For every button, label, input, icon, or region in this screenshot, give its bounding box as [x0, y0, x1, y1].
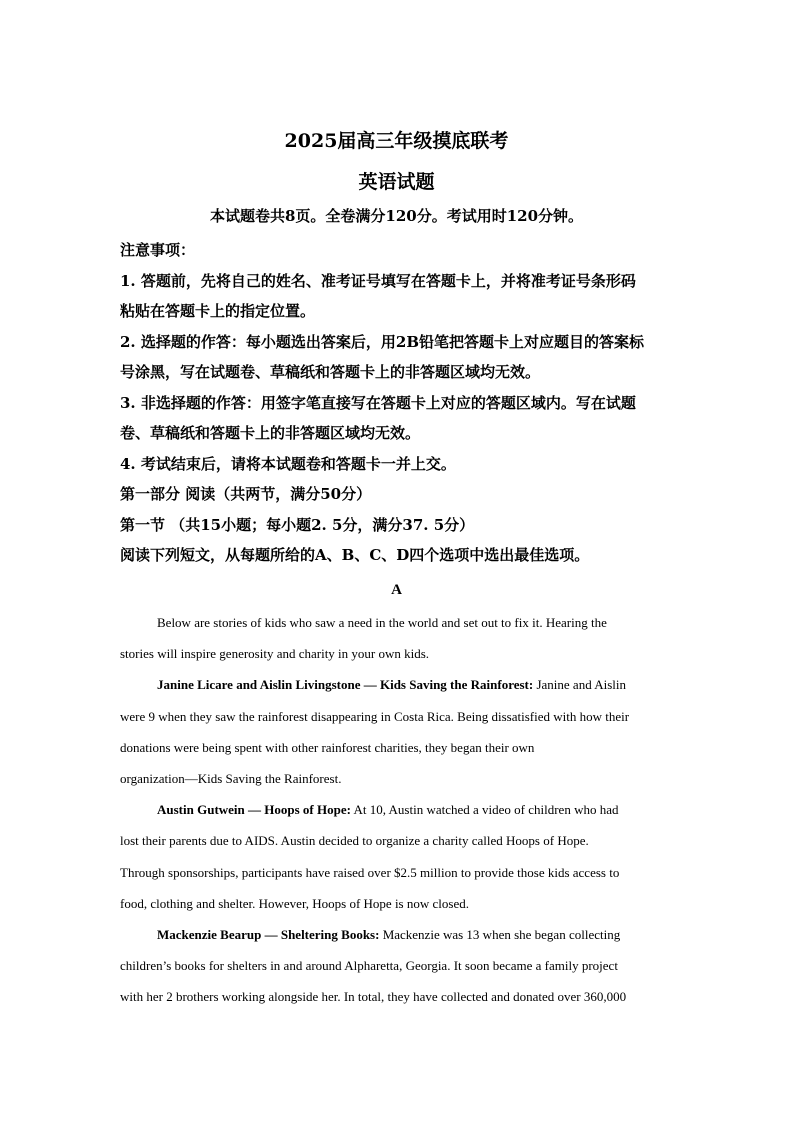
paragraph-line: children’s books for shelters in and around Alpharetta, Georgia. It soon became a family project [120, 958, 618, 974]
exam-title: 2025届高三年级摸底联考 [284, 130, 509, 152]
notes-line: 4. 考试结束后，请将本试题卷和答题卡一并上交。 [120, 454, 456, 473]
paragraph-line: lost their parents due to AIDS. Austin decided to organize a charity called Hoops of Hope. [120, 833, 589, 849]
paragraph-text: Mackenzie was 13 when she began collecting [379, 927, 621, 943]
paragraph-line: were 9 when they saw the rainforest disappearing in Costa Rica. Being dissatisfied with how their [120, 708, 630, 724]
notes-line: 1. 答题前，先将自己的姓名、准考证号填写在答题卡上，并将准考证号条形码 [120, 271, 636, 290]
paragraph-first-line [120, 669, 680, 700]
paragraph-line: organization—Kids Saving the Rainforest. [120, 771, 342, 787]
exam-info: 本试题卷共8页。全卷满分120分。考试用时120分钟。 [209, 207, 584, 225]
part-heading: 第一部分 阅读（共两节，满分50分） [120, 485, 372, 503]
paragraph-first-line [120, 919, 680, 950]
intro-line: stories will inspire generosity and charity in your own kids. [120, 646, 430, 662]
notes-line: 号涂黑，写在试题卷、草稿纸和答题卡上的非答题区域均无效。 [120, 363, 541, 381]
notes-line: 2. 选择题的作答：每小题选出答案后，用2B铅笔把答题卡上对应题目的答案标 [120, 332, 644, 351]
reading-instruction: 阅读下列短文，从每题所给的A、B、C、D四个选项中选出最佳选项。 [120, 546, 590, 564]
paragraph-line: Through sponsorships, participants have raised over $2.5 million to provide those kids access to [120, 864, 620, 880]
paragraph-first-line [120, 794, 680, 825]
passage-label: A [391, 582, 402, 598]
paragraph-line: with her 2 brothers working alongside her. In total, they have collected and donated over 360,000 [120, 989, 627, 1005]
notes-line: 粘贴在答题卡上的指定位置。 [120, 302, 316, 320]
paragraph-heading: Janine Licare and Aislin Livingstone — Kids Saving the Rainforest: [157, 677, 534, 693]
section-heading: 第一节 （共15小题；每小题2. 5分，满分37. 5分） [120, 515, 475, 534]
instructions-block [120, 235, 680, 571]
paragraph-heading: Mackenzie Bearup — Sheltering Books: [157, 927, 380, 943]
paragraph-line: food, clothing and shelter. However, Hoops of Hope is now closed. [120, 895, 469, 911]
notes-heading: 注意事项： [120, 241, 196, 259]
notes-line: 卷、草稿纸和答题卡上的非答题区域均无效。 [120, 424, 421, 442]
paragraph-text: At 10, Austin watched a video of children who had [350, 802, 619, 818]
subject-title: 英语试题 [358, 171, 435, 193]
paragraph-line: donations were being spent with other rainforest charities, they began their own [120, 739, 535, 755]
paragraph-text: Janine and Aislin [533, 677, 627, 693]
paragraph-heading: Austin Gutwein — Hoops of Hope: [157, 802, 351, 818]
notes-line: 3. 非选择题的作答：用签字笔直接写在答题卡上对应的答题区域内。写在试题 [120, 393, 636, 412]
intro-line: Below are stories of kids who saw a need in the world and set out to fix it. Hearing the [157, 615, 607, 630]
passage-body [120, 607, 680, 1013]
